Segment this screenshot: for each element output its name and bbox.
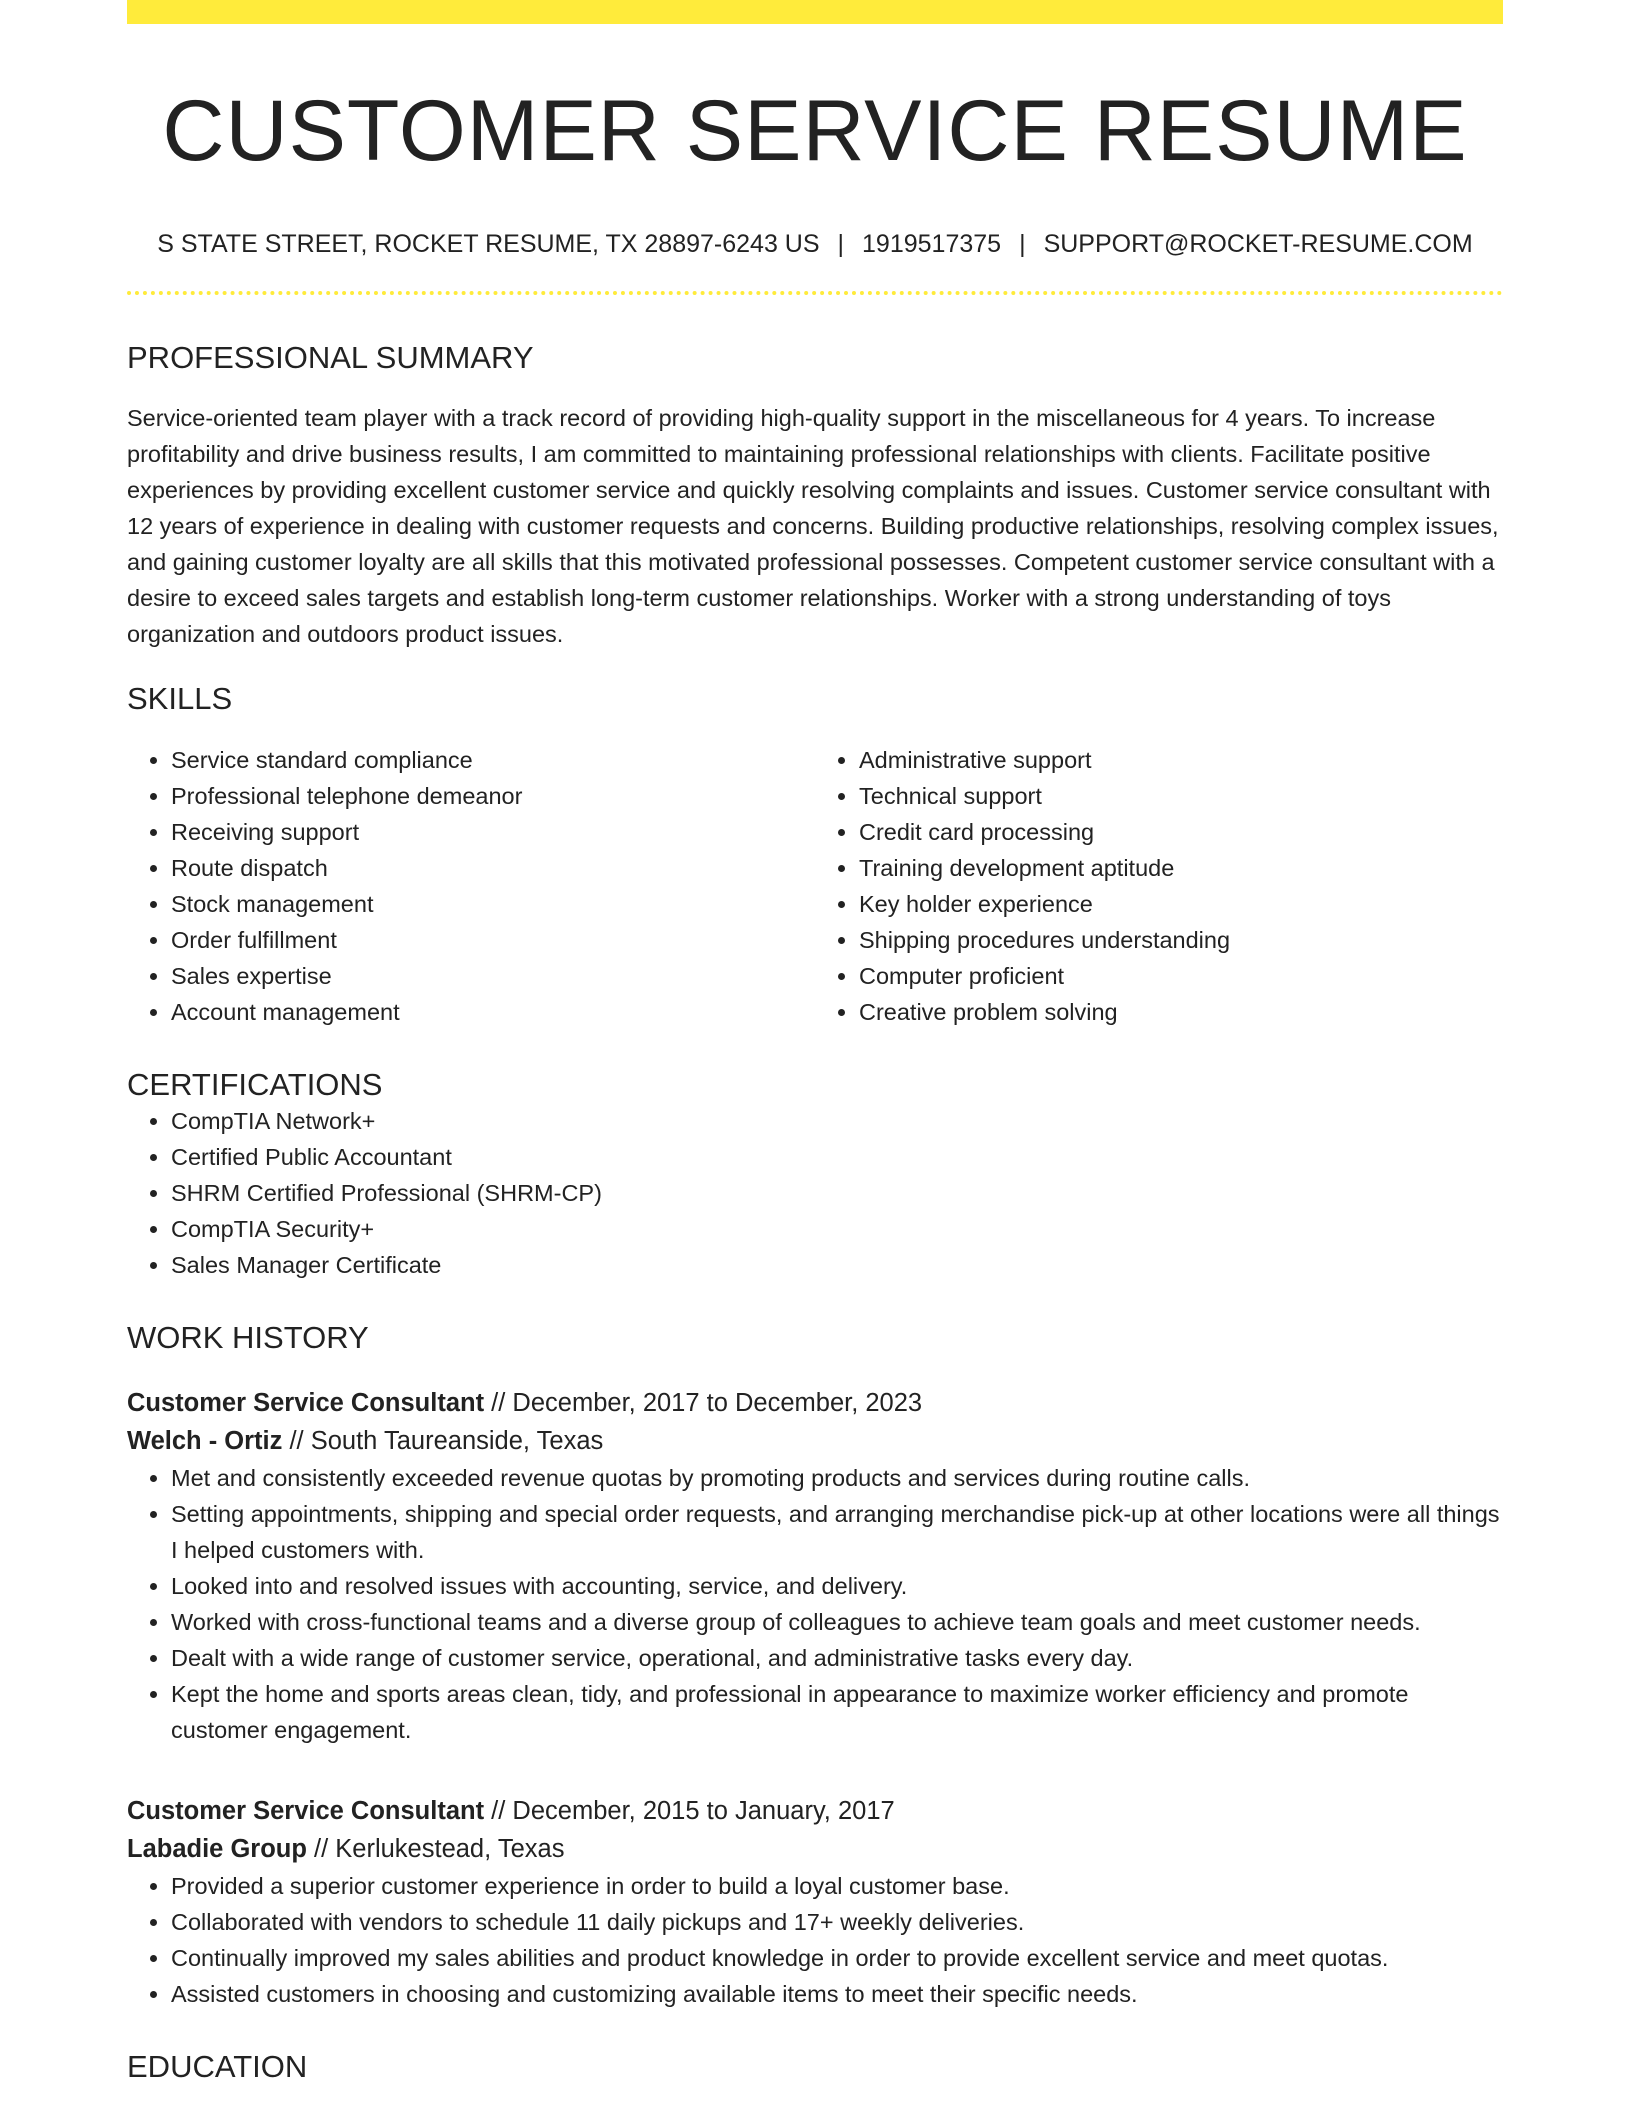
skills-list-left [127,742,815,1030]
work-history-heading: WORK HISTORY [127,1319,369,1355]
skill-item: • Administrative support [859,742,1503,778]
job-title: Customer Service Consultant [127,1796,485,1825]
job-dates: // December, 2015 to January, 2017 [484,1796,895,1825]
job-title-line [127,1792,1503,1830]
contact-address: S STATE STREET, ROCKET RESUME, TX 28897-6243 US [157,230,820,259]
skill-item: • Key holder experience [859,886,1503,922]
work-history-list [127,1384,1503,2012]
job-company-line [127,1830,1503,1868]
skill-item: • Order fulfillment [171,922,815,958]
dotted-divider [127,291,1503,295]
contact-email[interactable]: SUPPORT@ROCKET-RESUME.COM [1043,230,1473,259]
contact-phone: 1919517375 [862,230,1002,259]
skills-heading: SKILLS [127,681,233,717]
certification-item: • CompTIA Network+ [171,1103,1503,1139]
contact-separator: | [1019,230,1026,259]
job-bullet: • Looked into and resolved issues with accounting, service, and delivery. [171,1568,1503,1604]
contact-line [127,229,1503,259]
skill-item: • Sales expertise [171,958,815,994]
skill-item: • Computer proficient [859,958,1503,994]
skill-item: • Receiving support [171,814,815,850]
skill-item: • Technical support [859,778,1503,814]
skill-item: • Creative problem solving [859,994,1503,1030]
job-bullet: • Assisted customers in choosing and customizing available items to meet their specific needs. [171,1976,1503,2012]
skills-list-right [815,742,1503,1030]
job-bullet: • Worked with cross-functional teams and a diverse group of colleagues to achieve team goals and meet customer needs. [171,1604,1503,1640]
education-heading: EDUCATION [127,2048,308,2084]
job-company: Welch - Ortiz [127,1426,283,1455]
skill-item: • Training development aptitude [859,850,1503,886]
job-bullet: • Continually improved my sales abilities and product knowledge in order to provide excellent service and meet quotas. [171,1940,1503,1976]
skill-item: • Stock management [171,886,815,922]
job-company: Labadie Group [127,1834,307,1863]
certifications-list [127,1103,1503,1283]
job-company-line [127,1422,1503,1460]
job-location: // South Taureanside, Texas [282,1426,604,1455]
job-bullet: • Provided a superior customer experience in order to build a loyal customer base. [171,1868,1503,1904]
job-bullet: • Met and consistently exceeded revenue quotas by promoting products and services during routine calls. [171,1460,1503,1496]
summary-text: Service-oriented team player with a track record of providing high-quality support in the miscellaneous for 4 years. To increase profitability and drive business results, I am committed to maintaining professional relationships with clients. Facilitate positive experiences by providing excellent customer service and quickly resolving complaints and issues. Customer service consultant with 12 years of experience in dealing with customer requests and concerns. Building productive relationships, resolving complex issues, and gaining customer loyalty are all skills that this motivated professional possesses. Competent customer service consultant with a desire to exceed sales targets and establish long-term customer relationships. Worker with a strong understanding of toys organization and outdoors product issues. [127,405,1499,648]
accent-top-bar [127,0,1503,24]
skill-item: • Service standard compliance [171,742,815,778]
resume-title: CUSTOMER SERVICE RESUME [162,83,1468,179]
resume-page [127,0,1503,2085]
job-bullet: • Setting appointments, shipping and special order requests, and arranging merchandise pick-up at other locations were all things I helped customers with. [171,1496,1503,1568]
job-dates: // December, 2017 to December, 2023 [484,1388,923,1417]
job-title: Customer Service Consultant [127,1388,485,1417]
certifications-heading: CERTIFICATIONS [127,1066,383,1102]
skill-item: • Professional telephone demeanor [171,778,815,814]
job-bullets [127,1460,1503,1748]
job-location: // Kerlukestead, Texas [306,1834,565,1863]
job-bullets [127,1868,1503,2012]
certification-item: • Sales Manager Certificate [171,1247,1503,1283]
skill-item: • Shipping procedures understanding [859,922,1503,958]
job-title-line [127,1384,1503,1422]
certification-item: • SHRM Certified Professional (SHRM-CP) [171,1175,1503,1211]
job-entry [127,1384,1503,1748]
summary-heading: PROFESSIONAL SUMMARY [127,340,534,376]
contact-separator: | [837,230,845,259]
job-bullet: • Kept the home and sports areas clean, tidy, and professional in appearance to maximize worker efficiency and promote customer engagement. [171,1676,1503,1748]
skill-item: • Account management [171,994,815,1030]
skill-item: • Credit card processing [859,814,1503,850]
skill-item: • Route dispatch [171,850,815,886]
job-bullet: • Collaborated with vendors to schedule 11 daily pickups and 17+ weekly deliveries. [171,1904,1503,1940]
job-bullet: • Dealt with a wide range of customer service, operational, and administrative tasks every day. [171,1640,1503,1676]
certification-item: • CompTIA Security+ [171,1211,1503,1247]
job-entry [127,1792,1503,2012]
skills-columns [127,742,1503,1030]
certification-item: • Certified Public Accountant [171,1139,1503,1175]
